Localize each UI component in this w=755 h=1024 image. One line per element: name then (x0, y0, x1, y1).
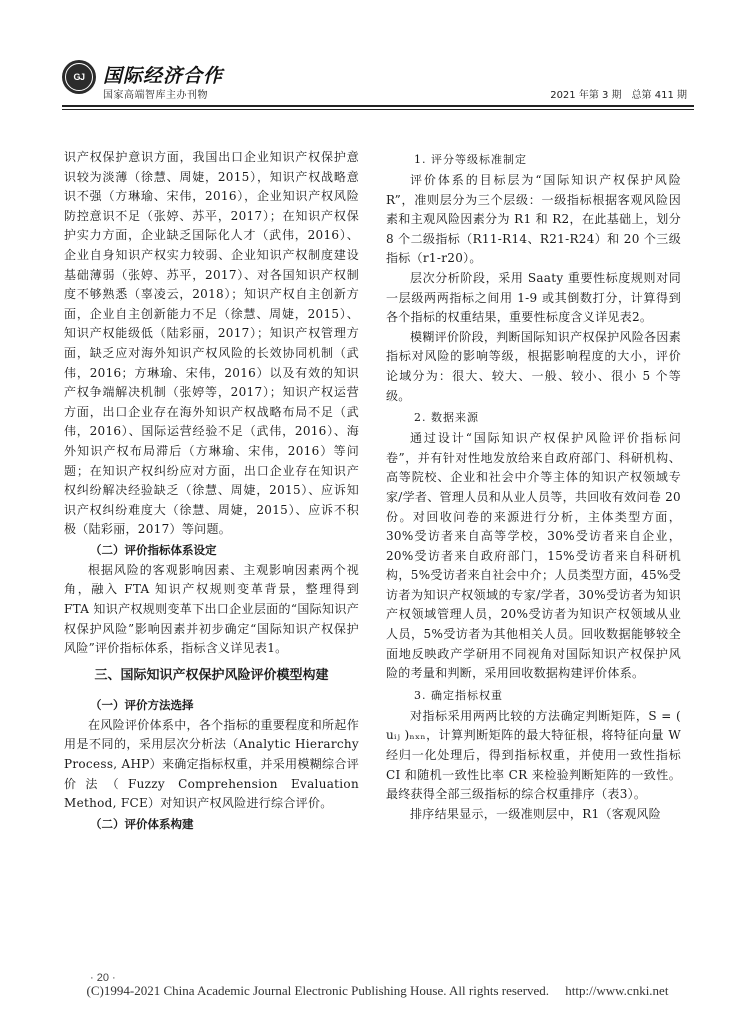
subsection-heading: 2. 数据来源 (414, 411, 479, 425)
logo-mark: GJ (65, 63, 93, 91)
copyright-footer: (C)1994-2021 China Academic Journal Electronic Publishing House. All rights reserved. http://www.cnki.net (86, 983, 669, 998)
page-header (0, 0, 755, 110)
subsection-heading: 1. 评分等级标准制定 (414, 153, 527, 166)
paragraph: 根据风险的客观影响因素、主观影响因素两个视角，融入 FTA 知识产权规则变革背景，整理得到 FTA 知识产权规则变革下出口企业层面的“国际知识产权保护风险”影响因素并初步确定“国际知识产权保护风险”评价指标体系，指标含义详见表1。 (64, 562, 359, 656)
paragraph: 评价体系的目标层为“国际知识产权保护风险 R”，准则层分为三个层级：一级指标根据客观风险因素和主观风险因素分为 R1 和 R2，在此基础上，划分 8 个二级指标（R11-R14、R21-R24）和 20 个三级指标（r1-r20）。 (386, 173, 681, 266)
left-column (64, 148, 359, 835)
paragraph: 模糊评价阶段，判断国际知识产权保护风险各因素指标对风险的影响等级，根据影响程度的大小，评价论域分为：很大、较大、一般、较小、很小 5 个等级。 (386, 329, 681, 403)
section-heading: （二）评价指标体系设定 (90, 542, 217, 557)
journal-logo-icon (62, 60, 96, 94)
subsection-heading: 3. 确定指标权重 (414, 688, 503, 702)
journal-title: 国际经济合作 (103, 65, 224, 87)
page-number: · 20 · (90, 972, 116, 984)
header-rule-thin (62, 109, 694, 110)
paragraph: 识产权保护意识方面，我国出口企业知识产权保护意识较为淡薄（徐慧、周婕，2015），知识产权战略意识不强（方琳瑜、宋伟，2016），企业知识产权风险防控意识不足（张婷、苏平，2017）；在知识产权保护实力方面，企业缺乏国际化人才（武伟，2016）、企业自身知识产权实力较弱、企业知识产权制度建设基础薄弱（张婷、苏平，2017）、对各国知识产权制度不够熟悉（辜凌云，2018）；知识产权自主创新方面，企业自主创新能力不足（徐慧、周婕，2015）、知识产权能级低（陆彩丽，2017）；知识产权管理方面，缺乏应对海外知识产权风险的长效协同机制（武伟，2016；方琳瑜、宋伟，2016）以及有效的知识产权争端解决机制（张婷等，2017）；知识产权运营方面，出口企业存在海外知识产权战略布局不足（武伟，2016）、国际运营经验不足（武伟，2016）、海外知识产权布局滞后（方琳瑜、宋伟，2016）等问题；在知识产权纠纷应对方面，出口企业存在知识产权纠纷解决经验缺乏（徐慧、周婕，2015）、应诉知识产权纠纷难度大（徐慧、周婕，2015）、应诉不积极（陆彩丽，2017）等问题。 (64, 150, 359, 537)
paragraph: 对指标采用两两比较的方法确定判断矩阵，S = ( uᵢⱼ )ₙₓₙ，计算判断矩阵的最大特征根，将特征向量 W 经归一化处理后，得到指标权重，并使用一致性指标 CI 和随机一致性比率 CR 来检验判断矩阵的一致性。最终获得全部三级指标的综合权重排序（表3）。 (386, 708, 681, 802)
paragraph: 在风险评价体系中，各个指标的重要程度和所起作用是不同的，采用层次分析法（Analytic Hierarchy Process, AHP）来确定指标权重，并采用模糊综合评价法（Fuzzy Comprehension Evaluation Method, FCE）对知识产权风险进行综合评价。 (64, 717, 359, 811)
right-column (386, 148, 681, 824)
chapter-heading: 三、国际知识产权保护风险评价模型构建 (94, 667, 329, 683)
journal-subtitle: 国家高端智库主办刊物 (103, 90, 208, 101)
paragraph: 层次分析阶段，采用 Saaty 重要性标度规则对同一层级两两指标之间用 1-9 或其倒数打分，计算得到各个指标的权重结果，重要性标度含义详见表2。 (386, 270, 681, 325)
section-heading: （一）评价方法选择 (90, 697, 194, 712)
issue-info: 2021 年第 3 期 总第 411 期 (550, 90, 687, 101)
header-rule (62, 105, 694, 107)
paragraph: 排序结果显示，一级准则层中，R1（客观风险 (410, 806, 661, 821)
paragraph: 通过设计“国际知识产权保护风险评价指标问卷”，并有针对性地发放给来自政府部门、科研机构、高等院校、企业和社会中介等主体的知识产权领域专家/学者、管理人员和从业人员等，共回收有效问卷 20 份。对回收问卷的来源进行分析，主体类型方面，30%受访者来自高等学校，30%受访者来自企业，20%受访者来自政府部门，15%受访者来自科研机构，5%受访者来自社会中介；人员类型方面，45%受访者为知识产权领域的专家/学者，30%受访者为知识产权领域管理人员，20%受访者为知识产权领域从业人员，5%受访者为其他相关人员。回收数据能够较全面地反映政产学研用不同视角对国际知识产权保护风险的考量和判断，采用回收数据构建评价体系。 (386, 431, 681, 681)
section-heading: （二）评价体系构建 (90, 816, 194, 831)
